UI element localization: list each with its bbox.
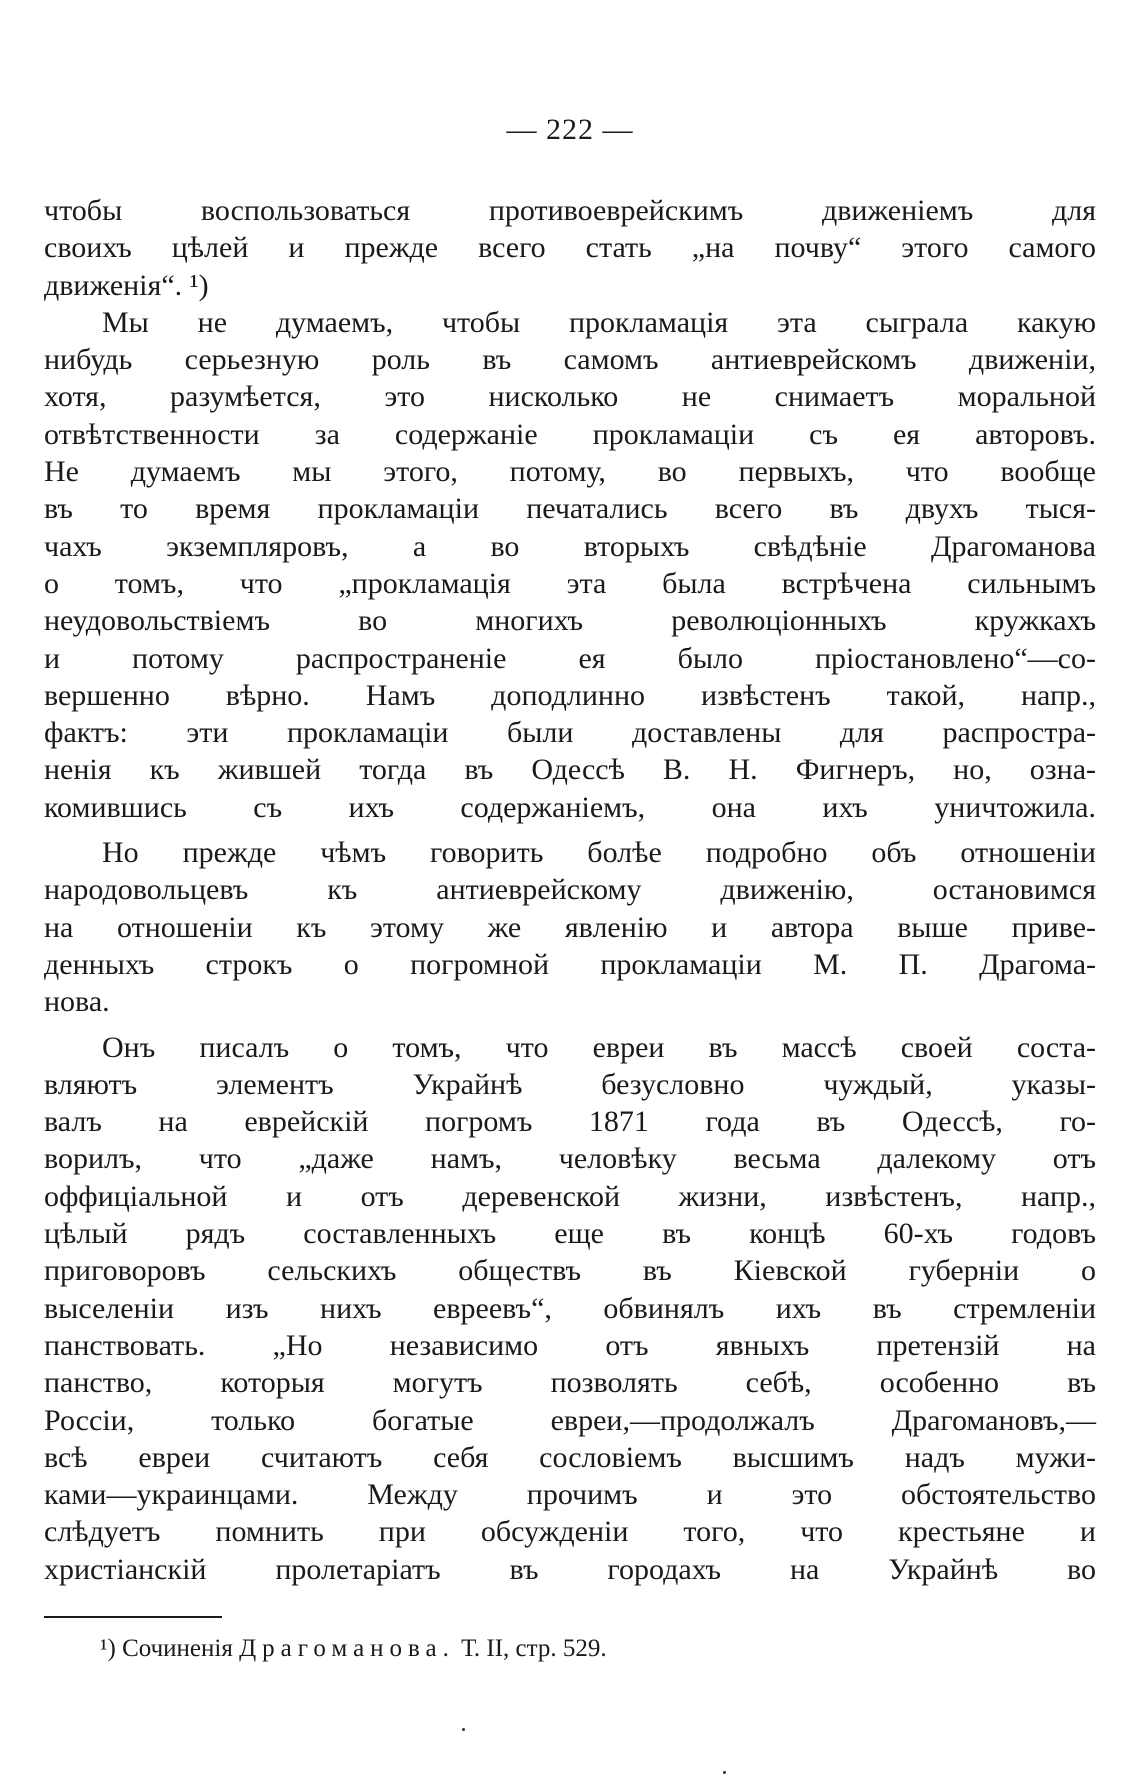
text-line: въ то время прокламаціи печатались всего въ двухъ тыся- (44, 492, 1096, 526)
text-line: неудовольствіемъ во многихъ революціонныхъ кружкахъ (44, 604, 1096, 638)
text-line: движенія“. ¹) (44, 268, 209, 302)
text-line: ками—украинцами. Между прочимъ и это обстоятельство (44, 1478, 1096, 1512)
text-line: хотя, разумѣется, это нисколько не снимаетъ моральной (44, 380, 1096, 414)
text-line: ворилъ, что „даже намъ, человѣку весьма далекому отъ (44, 1142, 1096, 1176)
text-line: слѣдуетъ помнить при обсужденіи того, что крестьяне и (44, 1515, 1096, 1549)
text-line: всѣ евреи считаютъ себя сословіемъ высшимъ надъ мужи- (44, 1440, 1096, 1474)
text-line: комившись съ ихъ содержаніемъ, она ихъ уничтожила. (44, 790, 1096, 824)
print-speck (462, 1728, 465, 1731)
footnote-marker: ¹) (100, 1635, 116, 1662)
text-line: Онъ писалъ о томъ, что евреи въ массѣ своей соста- (102, 1030, 1096, 1064)
text-line: панствовать. „Но независимо отъ явныхъ претензій на (44, 1328, 1096, 1362)
text-line: Россіи, только богатые евреи,—продолжалъ Драгомановъ,— (44, 1403, 1096, 1437)
text-line: и потому распространеніе ея было пріостановлено“—со- (44, 641, 1096, 675)
text-line: отвѣтственности за содержаніе прокламаціи съ ея авторовъ. (44, 417, 1096, 451)
text-line: приговоровъ сельскихъ обществъ въ Кіевской губерніи о (44, 1254, 1096, 1288)
footnote (100, 1633, 607, 1665)
print-speck (723, 1771, 726, 1774)
footnote-divider (44, 1616, 222, 1618)
footnote-author: Драгоманова. (239, 1635, 455, 1662)
text-line: о томъ, что „прокламація эта была встрѣчена сильнымъ (44, 566, 1096, 600)
text-line: чтобы воспользоваться противоеврейскимъ движеніемъ для (44, 194, 1096, 227)
text-line: на отношеніи къ этому же явленію и автора выше приве- (44, 910, 1096, 944)
text-line: валъ на еврейскій погромъ 1871 года въ Одессѣ, го- (44, 1105, 1096, 1139)
text-line: христіанскій пролетаріатъ въ городахъ на Украйнѣ во (44, 1552, 1096, 1586)
footnote-reference: Т. II, стр. 529. (461, 1635, 607, 1662)
text-line: чахъ экземпляровъ, а во вторыхъ свѣдѣніе Драгоманова (44, 529, 1096, 563)
page-number: — 222 — (506, 113, 634, 146)
body-text (44, 192, 1096, 1588)
text-line: своихъ цѣлей и прежде всего стать „на почву“ этого самого (44, 231, 1096, 265)
paragraph-gap (44, 826, 1096, 834)
text-line: денныхъ строкъ о погромной прокламаціи М. П. Драгома- (44, 947, 1096, 981)
text-line: Не думаемъ мы этого, потому, во первыхъ, что вообще (44, 455, 1096, 489)
text-line: ненія къ жившей тогда въ Одессѣ В. Н. Фигнеръ, но, озна- (44, 753, 1096, 787)
text-line: оффиціальной и отъ деревенской жизни, извѣстенъ, напр., (44, 1179, 1096, 1213)
text-line: Мы не думаемъ, чтобы прокламація эта сыграла какую (102, 305, 1096, 339)
text-line: фактъ: эти прокламаціи были доставлены для распростра- (44, 716, 1096, 750)
text-line: нибудь серьезную роль въ самомъ антиеврейскомъ движеніи, (44, 343, 1096, 377)
text-line: вляютъ элементъ Украйнѣ безусловно чуждый, указы- (44, 1067, 1096, 1101)
text-line: нова. (44, 985, 110, 1019)
text-line: вершенно вѣрно. Намъ доподлинно извѣстенъ такой, напр., (44, 678, 1096, 712)
text-line: панство, которыя могутъ позволять себѣ, особенно въ (44, 1366, 1096, 1400)
paragraph-gap (44, 1021, 1096, 1029)
footnote-text: Сочиненія (122, 1635, 233, 1662)
text-line: народовольцевъ къ антиеврейскому движенію, остановимся (44, 873, 1096, 907)
text-line: выселеніи изъ нихъ евреевъ“, обвинялъ ихъ въ стремленіи (44, 1291, 1096, 1325)
text-line: цѣлый рядъ составленныхъ еще въ концѣ 60-хъ годовъ (44, 1217, 1096, 1251)
text-line: Но прежде чѣмъ говорить болѣе подробно объ отношеніи (102, 836, 1096, 870)
